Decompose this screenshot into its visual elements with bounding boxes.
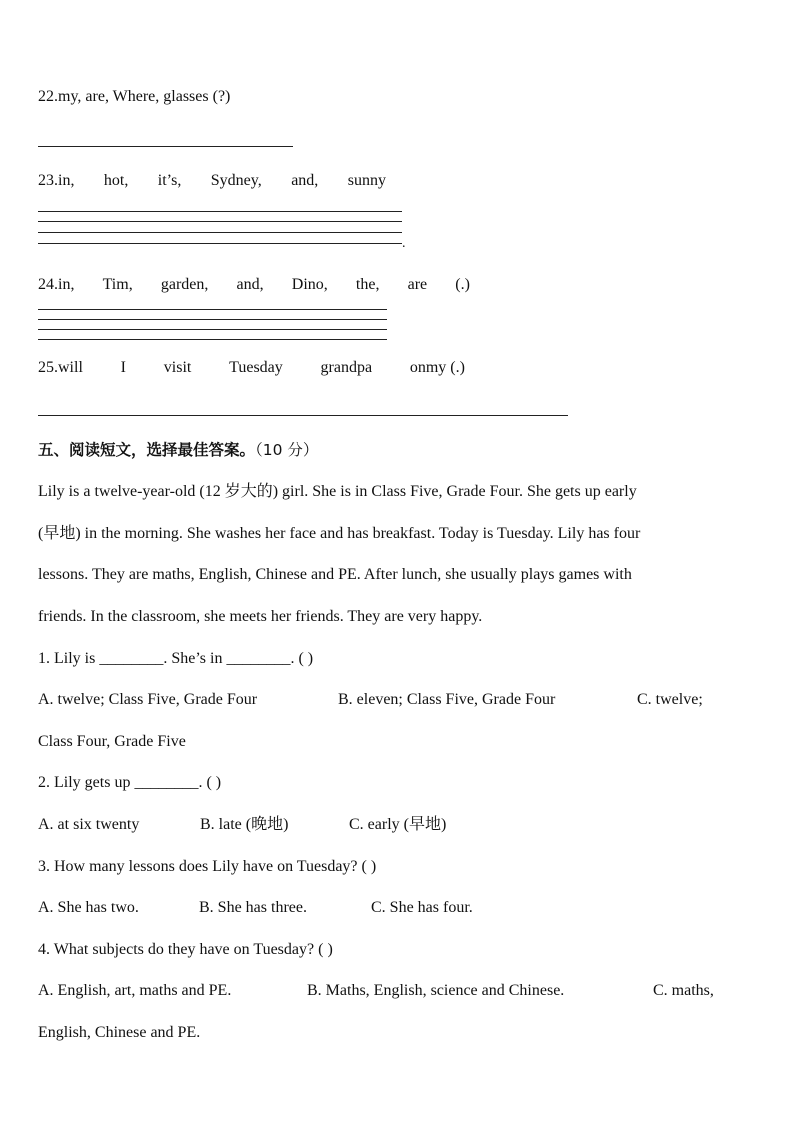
- word: (.): [455, 276, 470, 293]
- answer-line[interactable]: [38, 309, 387, 310]
- option-a[interactable]: A. twelve; Class Five, Grade Four: [38, 691, 258, 708]
- question-25: [38, 358, 465, 378]
- option-b[interactable]: B. She has three.: [199, 899, 307, 916]
- question-stem: 4. What subjects do they have on Tuesday? ( ): [38, 941, 333, 958]
- question-number: 24.: [38, 276, 58, 293]
- question-number: 22.: [38, 88, 58, 105]
- word: are: [407, 276, 428, 293]
- answer-line[interactable]: [38, 329, 387, 330]
- option-b[interactable]: B. late (晚地): [200, 816, 289, 833]
- word: in,: [58, 172, 75, 189]
- answer-line[interactable]: [38, 319, 387, 320]
- end-period: .: [402, 236, 406, 251]
- passage-line: lessons. They are maths, English, Chinese and PE. After lunch, she usually plays games with: [38, 566, 632, 583]
- option-c[interactable]: C. early (早地): [349, 816, 447, 833]
- word: will: [58, 359, 83, 376]
- option-c[interactable]: C. maths,: [653, 982, 714, 999]
- question-stem: 1. Lily is ________. She’s in ________. ( ): [38, 650, 314, 667]
- answer-line[interactable]: [38, 232, 402, 233]
- answer-line[interactable]: [38, 211, 402, 212]
- word: grandpa: [320, 359, 373, 376]
- option-c[interactable]: C. twelve;: [637, 691, 703, 708]
- word: it’s,: [157, 172, 182, 189]
- question-number: 25.: [38, 359, 58, 376]
- passage-line: (早地) in the morning. She washes her face and has breakfast. Today is Tuesday. Lily has four: [38, 525, 641, 542]
- option-c-continued: Class Four, Grade Five: [38, 733, 186, 750]
- option-a[interactable]: A. at six twenty: [38, 816, 140, 833]
- word: and,: [236, 276, 264, 293]
- question-23: [38, 171, 386, 191]
- word: I: [120, 359, 126, 376]
- word: and,: [291, 172, 319, 189]
- answer-line[interactable]: [38, 415, 568, 416]
- word: Tim,: [102, 276, 133, 293]
- word: in,: [58, 276, 75, 293]
- section-score: （10 分）: [255, 441, 319, 459]
- question-22: [38, 87, 230, 107]
- word: onmy (.): [409, 359, 465, 376]
- question-24: [38, 275, 470, 295]
- word: Tuesday: [229, 359, 283, 376]
- section-heading: [38, 440, 318, 460]
- word: visit: [163, 359, 192, 376]
- word: Sydney,: [210, 172, 262, 189]
- question-stem: 3. How many lessons does Lily have on Tuesday? ( ): [38, 858, 377, 875]
- section-title: 五、阅读短文，选择最佳答案。: [38, 441, 256, 459]
- answer-line[interactable]: [38, 243, 402, 244]
- passage-line: friends. In the classroom, she meets her friends. They are very happy.: [38, 608, 483, 625]
- option-b[interactable]: B. eleven; Class Five, Grade Four: [338, 691, 556, 708]
- option-a[interactable]: A. She has two.: [38, 899, 139, 916]
- option-b[interactable]: B. Maths, English, science and Chinese.: [307, 982, 565, 999]
- word: the,: [355, 276, 380, 293]
- answer-line[interactable]: [38, 221, 402, 222]
- answer-line[interactable]: [38, 339, 387, 340]
- option-a[interactable]: A. English, art, maths and PE.: [38, 982, 232, 999]
- option-c-continued: English, Chinese and PE.: [38, 1024, 201, 1041]
- question-stem: 2. Lily gets up ________. ( ): [38, 774, 222, 791]
- question-number: 23.: [38, 172, 58, 189]
- word: sunny: [347, 172, 386, 189]
- word-list: my, are, Where, glasses (?): [58, 88, 231, 105]
- word: hot,: [103, 172, 129, 189]
- option-c[interactable]: C. She has four.: [371, 899, 473, 916]
- answer-line[interactable]: [38, 146, 293, 147]
- word: Dino,: [291, 276, 328, 293]
- word: garden,: [160, 276, 209, 293]
- passage-line: Lily is a twelve-year-old (12 岁大的) girl. She is in Class Five, Grade Four. She gets up early: [38, 483, 637, 500]
